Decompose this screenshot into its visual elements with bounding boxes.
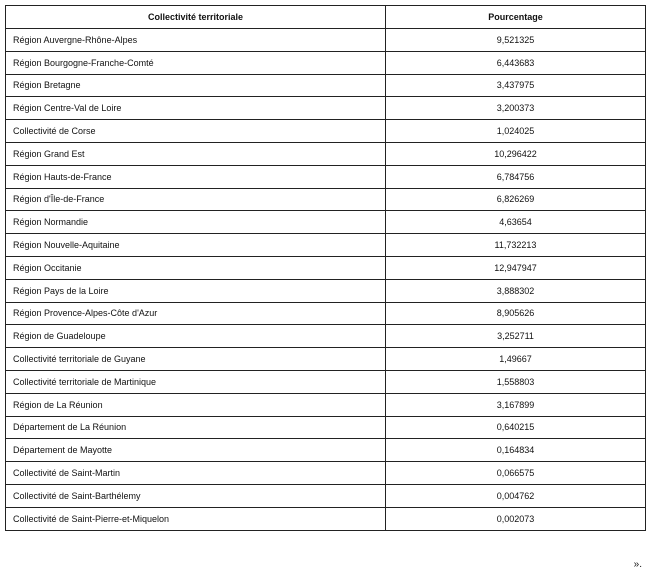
pourcentage-cell: 0,002073 (386, 507, 646, 530)
collectivite-name-cell: Région Occitanie (6, 256, 386, 279)
collectivite-name-cell: Région d'Île-de-France (6, 188, 386, 211)
collectivite-name-cell: Collectivité territoriale de Guyane (6, 348, 386, 371)
table-row (6, 302, 646, 325)
collectivite-name-cell: Collectivité de Saint-Barthélemy (6, 484, 386, 507)
collectivite-name-cell: Département de La Réunion (6, 416, 386, 439)
table-row (6, 120, 646, 143)
pourcentage-cell: 6,826269 (386, 188, 646, 211)
table-row (6, 279, 646, 302)
table-row (6, 97, 646, 120)
column-header-pourcentage: Pourcentage (386, 6, 646, 29)
pourcentage-cell: 6,443683 (386, 51, 646, 74)
table-row (6, 142, 646, 165)
collectivite-name-cell: Région de La Réunion (6, 393, 386, 416)
collectivite-name-cell: Région Provence-Alpes-Côte d'Azur (6, 302, 386, 325)
pourcentage-cell: 3,167899 (386, 393, 646, 416)
table-header-row (6, 6, 646, 29)
pourcentage-cell: 10,296422 (386, 142, 646, 165)
collectivite-name-cell: Région de Guadeloupe (6, 325, 386, 348)
table-row (6, 370, 646, 393)
collectivite-name-cell: Collectivité de Saint-Pierre-et-Miquelon (6, 507, 386, 530)
table-row (6, 462, 646, 485)
table-row (6, 325, 646, 348)
pourcentage-cell: 3,200373 (386, 97, 646, 120)
pourcentage-cell: 0,066575 (386, 462, 646, 485)
pourcentage-cell: 3,888302 (386, 279, 646, 302)
table-row (6, 29, 646, 52)
collectivites-table (5, 5, 646, 531)
pourcentage-cell: 11,732213 (386, 234, 646, 257)
pourcentage-cell: 0,164834 (386, 439, 646, 462)
table-row (6, 348, 646, 371)
pourcentage-cell: 12,947947 (386, 256, 646, 279)
table-row (6, 507, 646, 530)
collectivite-name-cell: Collectivité de Saint-Martin (6, 462, 386, 485)
pourcentage-cell: 6,784756 (386, 165, 646, 188)
pourcentage-cell: 3,437975 (386, 74, 646, 97)
pourcentage-cell: 0,004762 (386, 484, 646, 507)
collectivite-name-cell: Région Normandie (6, 211, 386, 234)
collectivite-name-cell: Région Hauts-de-France (6, 165, 386, 188)
table-row (6, 188, 646, 211)
collectivite-name-cell: Région Pays de la Loire (6, 279, 386, 302)
collectivite-name-cell: Collectivité territoriale de Martinique (6, 370, 386, 393)
table-row (6, 234, 646, 257)
table-row (6, 51, 646, 74)
collectivite-name-cell: Région Nouvelle-Aquitaine (6, 234, 386, 257)
pourcentage-cell: 0,640215 (386, 416, 646, 439)
pourcentage-cell: 8,905626 (386, 302, 646, 325)
table-row (6, 484, 646, 507)
collectivite-name-cell: Région Grand Est (6, 142, 386, 165)
closing-quote-mark: ». (633, 559, 642, 570)
pourcentage-cell: 1,024025 (386, 120, 646, 143)
pourcentage-cell: 3,252711 (386, 325, 646, 348)
collectivite-name-cell: Région Bourgogne-Franche-Comté (6, 51, 386, 74)
pourcentage-cell: 1,558803 (386, 370, 646, 393)
pourcentage-cell: 1,49667 (386, 348, 646, 371)
collectivite-name-cell: Région Bretagne (6, 74, 386, 97)
table-row (6, 74, 646, 97)
collectivite-name-cell: Région Centre-Val de Loire (6, 97, 386, 120)
table-row (6, 256, 646, 279)
table-row (6, 211, 646, 234)
collectivite-name-cell: Région Auvergne-Rhône-Alpes (6, 29, 386, 52)
table-row (6, 165, 646, 188)
pourcentage-cell: 9,521325 (386, 29, 646, 52)
table-row (6, 416, 646, 439)
pourcentage-cell: 4,63654 (386, 211, 646, 234)
table-row (6, 393, 646, 416)
collectivite-name-cell: Collectivité de Corse (6, 120, 386, 143)
table-body (6, 29, 646, 531)
table-row (6, 439, 646, 462)
column-header-collectivite: Collectivité territoriale (6, 6, 386, 29)
collectivite-name-cell: Département de Mayotte (6, 439, 386, 462)
